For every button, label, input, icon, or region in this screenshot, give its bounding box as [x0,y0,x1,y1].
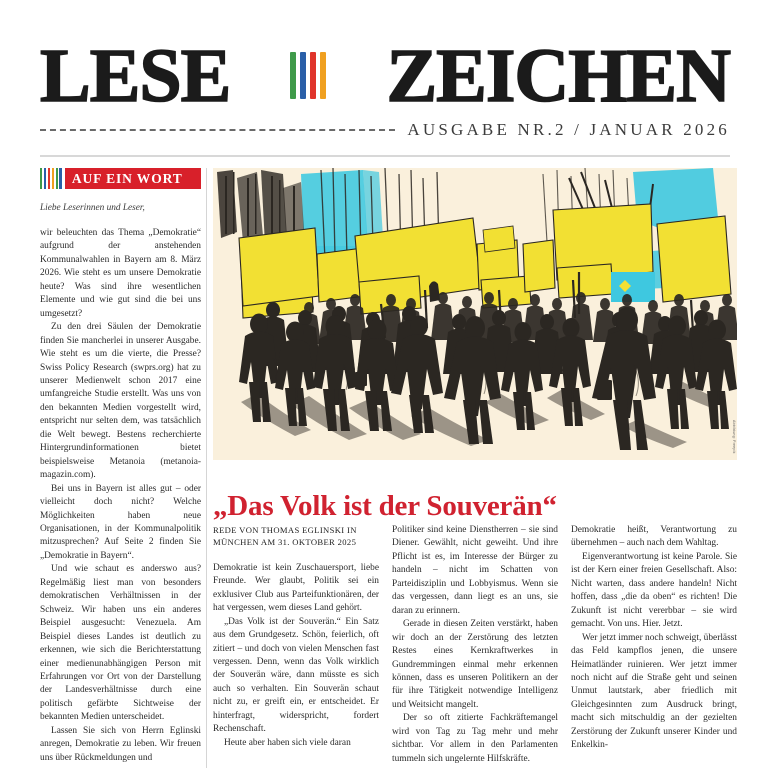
issue-text: AUSGABE NR.2 / JANUAR 2026 [407,120,730,139]
article-paragraph: Der so oft zitierte Fachkräftemangel wird von Tag zu Tag mehr und mehr sichtbar. Vor allem in den Parlamenten tummeln sich ungelernte Hilfskräfte. [392,713,558,764]
kicker-bar [40,168,42,189]
article-paragraph: Politiker sind keine Dienstherren – sie sind Diener. Gewählt, nicht geweiht. Und ihre Pflicht ist es, im Interesse der Bürger zu handeln – nicht im Schatten von Parteidisziplin und Lobbyismus. Wenn sie das vergessen, dann liegt es an uns, sie daran zu erinnern. [392,525,558,616]
kicker-bar [52,168,54,189]
article-paragraph: Eigenverantwortung ist keine Parole. Sie ist der Kern einer freien Gesellschaft. Also: Nicht warten, dass andere handeln! Nicht hoffen, dass „die da oben“ es richten! Die Zukunft ist nicht vererbbar – sie wird gemacht. Von uns. Hier. Jetzt. [571,551,737,630]
column-divider-left [206,168,207,768]
article-paragraph: Demokratie ist kein Zuschauersport, liebe Freunde. Wer glaubt, Politik sei ein exklusiver Club aus Parteifunktionären, der hat vergessen, wem dieses Land gehört. [213,562,379,614]
kicker-label: AUF EIN WORT [65,168,201,189]
editorial-paragraph: Zu den drei Säulen der Demokratie finden Sie mancherlei in unserer Ausgabe. Wie steht es um die vierte, die Presse? Swiss Policy Research (swprs.org) hat zu unserer Medienwelt schon 2017 eine umfangreiche Studie erstellt. Was uns von den bekannten Medien vorgestellt wird, entspricht nur selten dem, was tatsächlich die Welt bewegt. Bestens recherchierte Hintergrundinformationen bietet beispielsweise Metanoia (metanoia-magazin.com). [40,322,201,481]
masthead-word-right: ZEICHEN [386,33,730,118]
article-byline: REDE VON THOMAS EGLINSKI IN MÜNCHEN AM 31. OKTOBER 2025 [213,525,357,548]
masthead-bar-green [290,52,296,99]
issue-line [40,120,730,140]
article-paragraph: Wer jetzt immer noch schweigt, überlässt das Feld kampflos jenen, die unsere Heimatländer ruinieren. Wer jetzt immer noch nicht auf die Straße geht und seinen Unmut lautstark, aber friedlich mit Gleichgesinnten zum Ausdruck bringt, macht sich mitschuldig an der gezielten Zerstörung der Zukunft unserer Kinder und Enkelkin- [571,632,737,751]
illustration-canvas [213,168,737,460]
article-column-2-text [392,524,558,766]
editorial-kicker [40,168,201,189]
article-paragraph: Heute aber haben sich viele daran [224,737,351,748]
kicker-bar [56,168,58,189]
masthead [40,33,730,118]
masthead-color-bars [290,52,326,100]
editorial-body [40,227,201,765]
kicker-bar [59,168,61,189]
article-paragraph: „Das Volk ist der Souverän.“ Ein Satz aus dem Grundgesetz. Schön, feierlich, oft zitiert – und doch von vielen Menschen fast vergessen. Denn, wenn das Volk wirklich der Souverän wäre, dann müsste es sich auch so verhalten. Ein Souverän schaut nicht zu, er greift ein, er entscheidet. Er hinterfragt, widerspricht, fordert Rechenschaft. [213,616,379,735]
article-paragraph: Demokratie heißt, Verantwortung zu übernehmen – auch nach dem Wahltag. [571,525,737,549]
article-body [213,524,737,768]
editorial-paragraph: Lassen Sie sich von Herrn Eglinski anregen, Demokratie zu leben. Wir freuen uns über Rückmeldungen und [40,725,201,763]
issue-dashed-rule [40,129,395,131]
article-column-3 [571,524,737,768]
article-paragraph: Gerade in diesen Zeiten verstärkt, haben wir doch an der Zerstörung des letzten Restes eines Kernkraftwerkes in Gundremmingen einmal mehr erkennen können, dass es unseren Politikern an der für ihre Tätigkeit notwendige Intelligenz und Weitsicht mangelt. [392,619,558,710]
kicker-bar [48,168,50,189]
masthead-bar-blue [300,52,306,99]
article-column-2 [392,524,558,768]
illustration [213,168,737,460]
editorial-paragraph: wir beleuchten das Thema „Demokratie“ aufgrund der anstehenden Kommunalwahlen in Bayern am 8. März 2026. Wie steht es um unsere Demokratie heute? Was sind ihre wesentlichen Elemente und wie gut sind die bei uns umgesetzt? [40,228,201,319]
article-column-3-text [571,524,737,753]
crowd-protest-illustration [213,168,737,460]
masthead-divider [40,155,730,157]
article-column-1-text [213,562,379,750]
kicker-color-bars [40,168,65,189]
masthead-bar-red [310,52,316,99]
masthead-word-left: LESE [40,33,231,118]
editorial-column [40,168,201,765]
article-column-1 [213,524,379,768]
article-headline: „Das Volk ist der Souverän“ [213,490,557,523]
illustration-credit: Abbildung: Freepik [732,420,736,454]
kicker-bar [44,168,46,189]
editorial-paragraph: Und wie schaut es anderswo aus? Regelmäßig liest man von besonders demokratischen Verhältnissen in der Schweiz. Wir haben uns ein anderes Beispiel ausgesucht: Venezuela. Am Beispiel dieses Landes ist deutlich zu erkennen, wie sich die Berichterstattung einer medienunabhängigen Person mit Erfahrungen vor Ort von der Darstellung der Landesverhältnisse durch eine politisch gefärbte Sichtweise der bekannten Medien unterscheidet. [40,564,201,723]
masthead-bar-orange [320,52,326,99]
editorial-paragraph: Bei uns in Bayern ist alles gut – oder vielleicht doch nicht? Welche Möglichkeiten haben neue Organisationen, in der Kommunalpolitik mitzusprechen? Auf Seite 2 finden Sie „Demokratie in Bayern“. [40,483,201,561]
editorial-salutation: Liebe Leserinnen und Leser, [40,203,145,213]
